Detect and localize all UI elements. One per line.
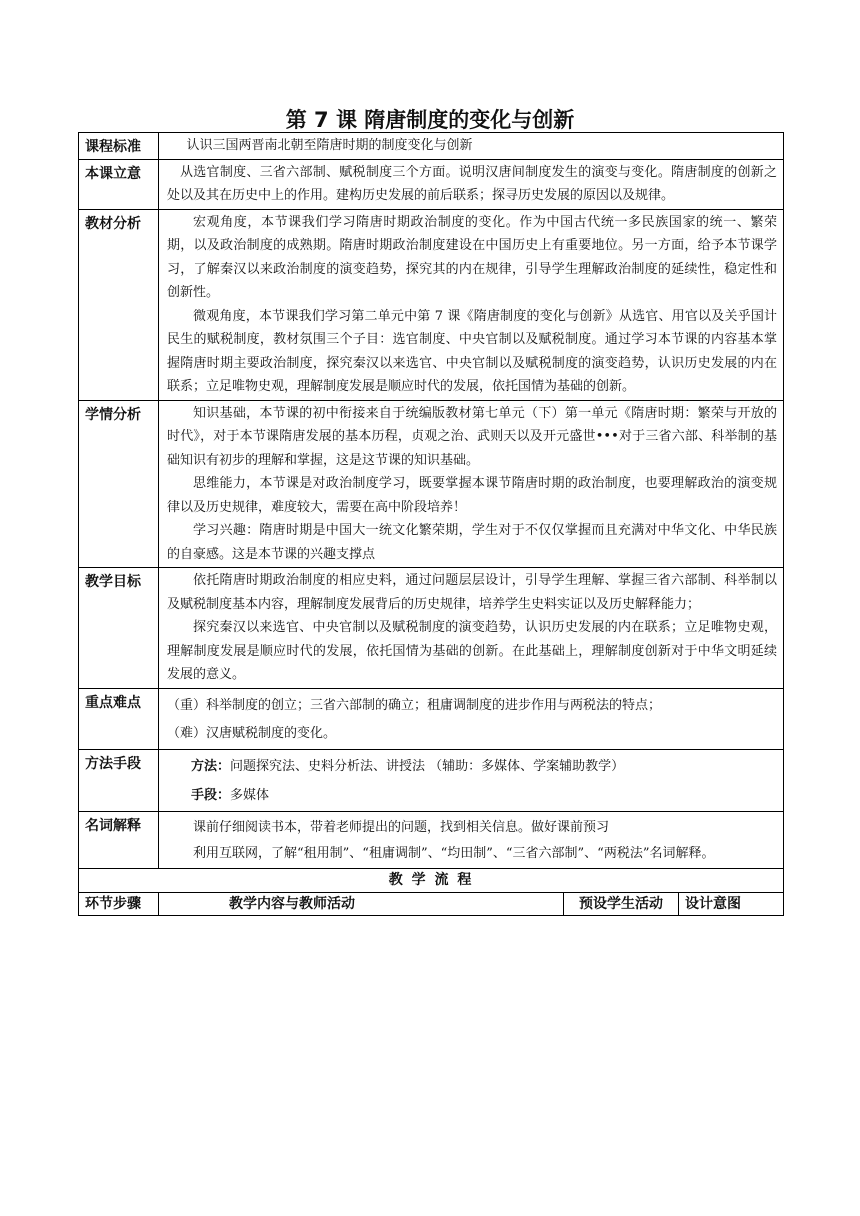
- row-text: 课前仔细阅读书本，带着老师提出的问题，找到相关信息。做好课前预习: [193, 819, 610, 835]
- row-flow-headers: [79, 892, 784, 915]
- row-textbook-analysis: [79, 209, 784, 400]
- row-label: 重点难点: [79, 688, 159, 749]
- lesson-plan-table: [78, 132, 784, 916]
- row-glossary: [79, 811, 784, 868]
- row-text: 学习兴趣：隋唐时期是中国大一统文化繁荣期，学生对于不仅仅掌握而且充满对中华文化、中华民族的自豪感。这是本节课的兴趣支撑点: [167, 523, 778, 562]
- row-methods: [79, 749, 784, 811]
- difficulty-text: （难）汉唐赋税制度的变化。: [167, 725, 337, 741]
- method-line: [191, 752, 777, 781]
- row-label: 学情分析: [79, 400, 159, 568]
- row-text: 微观角度，本节课我们学习第二单元中第 7 课《隋唐制度的变化与创新》从选官、用官以及关乎国计民生的赋税制度，教材氛围三个子目：选官制度、中央官制以及赋税制度。通过学习本节课的内容基本掌握隋唐时期主要政治制度，探究秦汉以来选官、中央官制以及赋税制度的演变趋势，认识历史发展的内在联系；立足唯物史观，理解制度发展是顺应时代的发展，依托国情为基础的创新。: [167, 308, 778, 394]
- row-lesson-purpose: [79, 159, 784, 209]
- header-student: 预设学生活动: [564, 892, 679, 915]
- header-step: 环节步骤: [79, 892, 159, 915]
- row-label: 名词解释: [79, 811, 159, 868]
- row-student-analysis: [79, 400, 784, 568]
- row-flow-title: [79, 868, 784, 892]
- row-label: 教材分析: [79, 209, 159, 400]
- row-label: 教学目标: [79, 568, 159, 689]
- row-text: 认识三国两晋南北朝至隋唐时期的制度变化与创新: [186, 138, 473, 153]
- means-line: [191, 781, 777, 810]
- header-content: 教学内容与教师活动: [159, 892, 564, 915]
- row-label: 课程标准: [79, 133, 159, 160]
- row-text: 宏观角度，本节课我们学习隋唐时期政治制度的变化。作为中国古代统一多民族国家的统一、繁荣期，以及政治制度的成熟期。隋唐时期政治制度建设在中国历史上有重要地位。另一方面，给予本节课学习，了解秦汉以来政治制度的演变趋势，探究其的内在规律，引导学生理解政治制度的延续性，稳定性和创新性。: [167, 214, 778, 300]
- row-text: 思维能力，本节课是对政治制度学习，既要掌握本课节隋唐时期的政治制度，也要理解政治的演变规律以及历史规律，难度较大，需要在高中阶段培养！: [167, 476, 778, 515]
- key-point-text: （重）科举制度的创立；三省六部制的确立；租庸调制度的进步作用与两税法的特点；: [167, 697, 662, 713]
- row-text: 知识基础，本节课的初中衔接来自于统编版教材第七单元（下）第一单元《隋唐时期：繁荣与开放的时代》，对于本节课隋唐发展的基本历程，贞观之治、武则天以及开元盛世•••对于三省六部、科举制的基础知识有初步的理解和掌握，这是这节课的知识基础。: [167, 405, 778, 468]
- row-text: 从选官制度、三省六部制、赋税制度三个方面。说明汉唐间制度发生的演变与变化。隋唐制度的创新之处以及其在历史中上的作用。建构历史发展的前后联系；探寻历史发展的原因以及规律。: [167, 164, 778, 203]
- row-teaching-goals: [79, 568, 784, 689]
- method-value: 问题探究法、史料分析法、讲授法 （辅助：多媒体、学案辅助教学）: [230, 758, 625, 774]
- row-key-points: [79, 688, 784, 749]
- row-text: 利用互联网，了解“租用制”、“租庸调制”、“均田制”、“三省六部制”、“两税法”名词解释。: [193, 845, 715, 861]
- means-value: 多媒体: [230, 787, 270, 803]
- row-text: 依托隋唐时期政治制度的相应史料，通过问题层层设计，引导学生理解、掌握三省六部制、科举制以及赋税制度基本内容，理解制度发展背后的历史规律，培养学生史料实证以及历史解释能力；: [167, 573, 778, 612]
- row-text: 探究秦汉以来选官、中央官制以及赋税制度的演变趋势，认识历史发展的内在联系；立足唯物史观，理解制度发展是顺应时代的发展，依托国情为基础的创新。在此基础上，理解制度创新对于中华文明延续发展的意义。: [167, 620, 778, 682]
- page-title: 第 7 课 隋唐制度的变化与创新: [285, 108, 575, 132]
- row-curriculum-standard: [79, 133, 784, 160]
- method-key: 方法：: [191, 758, 231, 774]
- row-label: 本课立意: [79, 159, 159, 209]
- flow-title: 教 学 流 程: [79, 868, 784, 892]
- row-label: 方法手段: [79, 749, 159, 811]
- header-intent: 设计意图: [679, 892, 784, 915]
- means-key: 手段：: [191, 787, 231, 803]
